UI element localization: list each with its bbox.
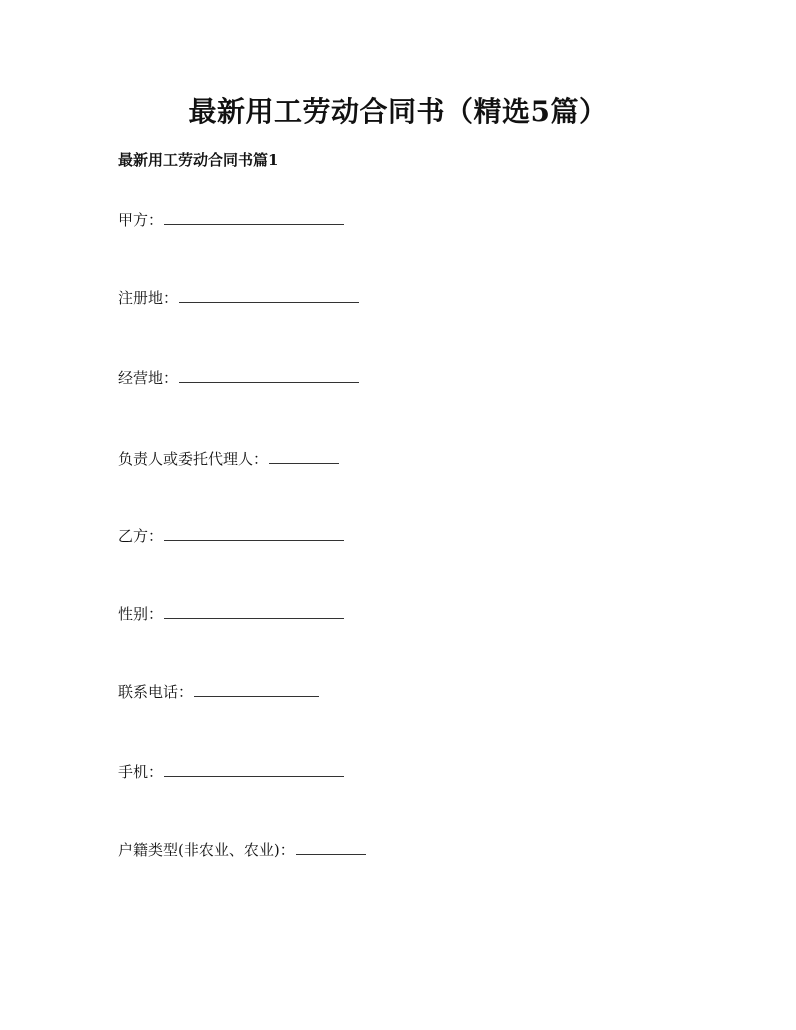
field-phone xyxy=(118,682,319,702)
fill-in-blank[interactable] xyxy=(164,604,344,619)
field-label: 乙方： xyxy=(118,527,164,545)
field-label: 经营地： xyxy=(118,369,179,387)
field-business-address xyxy=(118,368,359,388)
field-label: 甲方： xyxy=(118,211,164,229)
field-party-b xyxy=(118,526,344,546)
fill-in-blank[interactable] xyxy=(164,210,344,225)
field-label: 户籍类型(非农业、农业)： xyxy=(118,841,295,859)
fill-in-blank[interactable] xyxy=(164,526,344,541)
field-registered-address xyxy=(118,288,359,308)
field-party-a xyxy=(118,210,344,230)
fill-in-blank[interactable] xyxy=(194,682,319,697)
field-household-type xyxy=(118,840,366,860)
section-heading: 最新用工劳动合同书篇1 xyxy=(118,151,279,169)
field-label: 注册地： xyxy=(118,289,179,307)
field-label: 负责人或委托代理人： xyxy=(118,450,269,468)
field-legal-representative xyxy=(118,449,339,469)
field-label: 手机： xyxy=(118,763,164,781)
document-title: 最新用工劳动合同书（精选5篇） xyxy=(188,95,608,128)
field-label: 性别： xyxy=(118,605,164,623)
fill-in-blank[interactable] xyxy=(179,368,359,383)
fill-in-blank[interactable] xyxy=(269,449,339,464)
field-label: 联系电话： xyxy=(118,683,194,701)
field-gender xyxy=(118,604,344,624)
fill-in-blank[interactable] xyxy=(164,762,344,777)
field-mobile xyxy=(118,762,344,782)
fill-in-blank[interactable] xyxy=(179,288,359,303)
fill-in-blank[interactable] xyxy=(296,840,366,855)
